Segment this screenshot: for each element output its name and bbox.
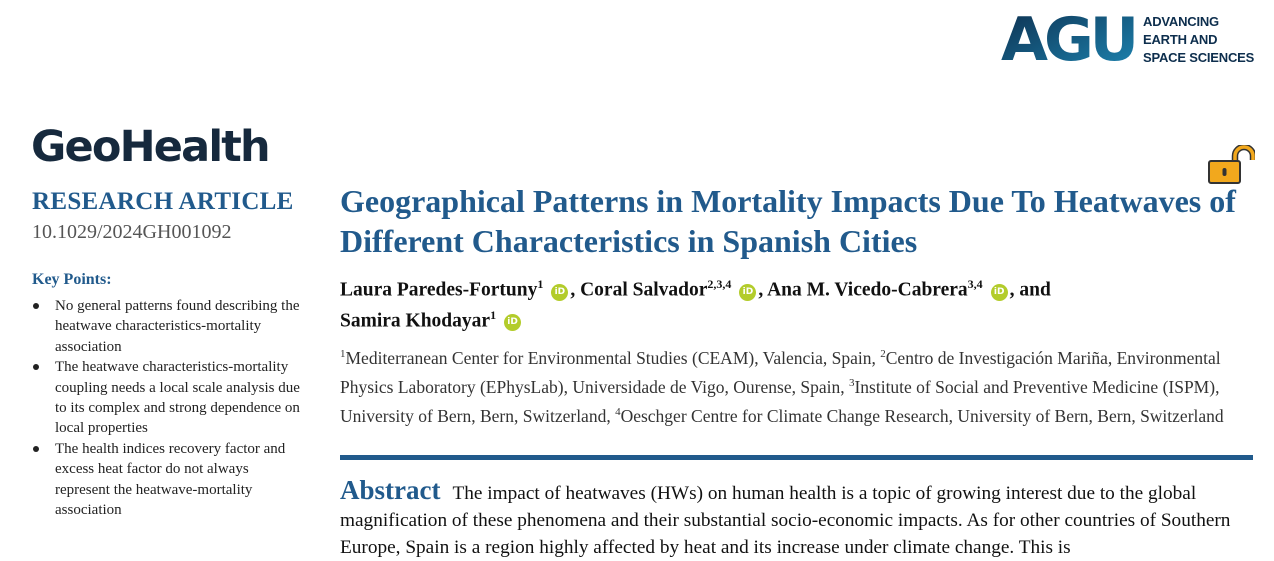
key-point-text: The health indices recovery factor and excess heat factor do not always represent the heatwave-mortality association — [55, 440, 286, 519]
agu-tagline-line: EARTH AND — [1143, 32, 1218, 47]
author-affiliation-sup: 3,4 — [967, 277, 983, 291]
agu-tagline — [1143, 13, 1263, 67]
affiliation-sup: 3 — [848, 376, 855, 389]
agu-logo-text: AGU — [1001, 12, 1135, 64]
key-point-text: No general patterns found describing the heatwave characteristics-mortality association — [55, 298, 300, 355]
author-affiliation-sup: 1 — [490, 307, 497, 322]
author-separator: , and — [1009, 279, 1051, 301]
key-point — [32, 296, 307, 357]
key-point — [32, 439, 307, 521]
bullet-icon — [33, 446, 39, 452]
key-points-list — [32, 296, 307, 520]
agu-logo-mark — [1001, 12, 1137, 64]
open-lock-icon[interactable] — [1207, 145, 1255, 185]
section-divider — [340, 455, 1253, 460]
key-point-text: The heatwave characteristics-mortality coupling needs a local scale analysis due to its complex and strong dependence on local properties — [55, 359, 300, 437]
abstract — [340, 477, 1253, 561]
affiliation-sup: 4 — [615, 405, 621, 418]
key-point — [32, 357, 307, 439]
author-name[interactable]: Ana M. Vicedo-Cabrera — [767, 279, 968, 301]
author-name[interactable]: Coral Salvador — [580, 279, 708, 301]
key-points-heading: Key Points: — [32, 271, 112, 288]
bullet-icon — [33, 364, 39, 370]
article-type: RESEARCH ARTICLE — [32, 188, 294, 215]
affiliation-sup: 1 — [340, 348, 346, 360]
affiliation-text: Centro de Investigación Mariña, Environmental Physics Laboratory (EPhysLab), Universidade de Vigo, Ourense, Spain, — [340, 347, 1221, 397]
abstract-heading: Abstract — [340, 475, 441, 505]
agu-logo[interactable] — [1001, 12, 1256, 68]
author-separator: , — [570, 279, 581, 301]
affiliation-text: Institute of Social and Preventive Medicine (ISPM), University of Bern, Bern, Switzerland, — [340, 376, 1220, 426]
orcid-icon[interactable]: iD — [504, 314, 521, 331]
affiliations — [340, 342, 1240, 428]
author-affiliation-sup: 1 — [537, 277, 544, 291]
abstract-text: The impact of heatwaves (HWs) on human health is a topic of growing interest due to the global magnification of these phenomena and their substantial socio-economic impacts. As for other countries of Southern Europe, Spain is a region highly affected by heat and its increase under climate change. This is — [340, 483, 1231, 558]
author-affiliation-sup: 2,3,4 — [707, 277, 732, 291]
article-title: Geographical Patterns in Mortality Impacts Due To Heatwaves of Different Characteristics in Spanish Cities — [340, 183, 1236, 259]
affiliation-text: Mediterranean Center for Environmental Studies (CEAM), Valencia, Spain, — [345, 347, 881, 368]
author-name[interactable]: Samira Khodayar — [340, 310, 491, 331]
agu-tagline-line: SPACE SCIENCES — [1143, 50, 1255, 65]
orcid-icon[interactable]: iD — [551, 284, 568, 301]
author-separator: , — [758, 279, 768, 301]
orcid-icon[interactable]: iD — [739, 284, 756, 301]
author-name[interactable]: Laura Paredes-Fortuny — [340, 279, 538, 301]
journal-name: GeoHealth — [31, 122, 269, 172]
orcid-icon[interactable]: iD — [991, 284, 1008, 301]
affiliation-sup: 2 — [880, 348, 886, 360]
affiliation-text: Oeschger Centre for Climate Change Research, University of Bern, Bern, Switzerland — [620, 405, 1224, 426]
doi[interactable]: 10.1029/2024GH001092 — [32, 221, 232, 243]
bullet-icon — [33, 303, 39, 309]
agu-tagline-line: ADVANCING — [1143, 14, 1219, 29]
author-list — [340, 272, 1240, 333]
